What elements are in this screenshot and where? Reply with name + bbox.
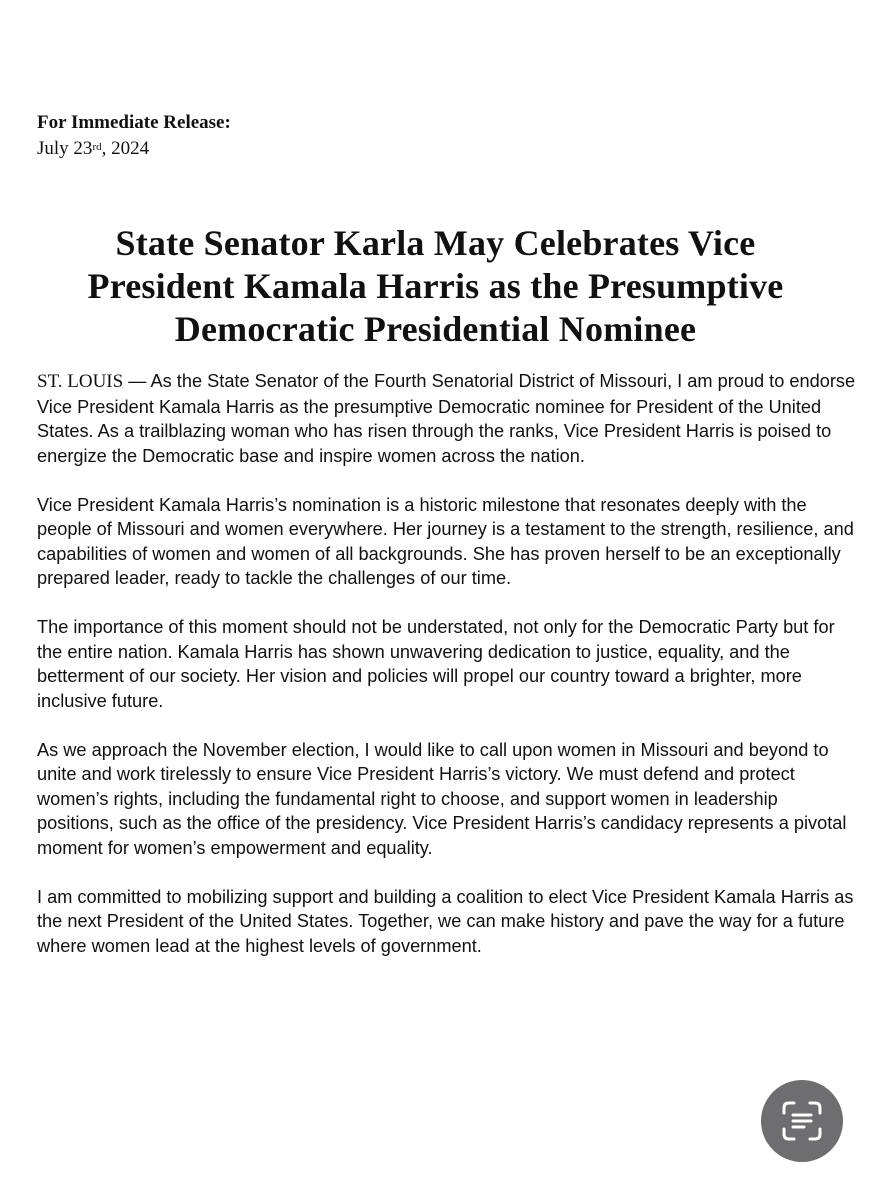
release-body [37,369,857,983]
headline-line-3: Democratic Presidential Nominee [174,309,697,349]
live-text-scan-icon [780,1099,824,1143]
release-date-suffix: rd [92,141,102,153]
paragraph-1 [37,369,857,468]
live-text-button[interactable] [761,1080,843,1162]
headline-line-1: State Senator Karla May Celebrates Vice [115,223,756,263]
headline-line-2: President Kamala Harris as the Presumptive [87,266,784,306]
paragraph-1-text: As the State Senator of the Fourth Senatorial District of Missouri, I am proud to endorse Vice President Kamala Harris as the presumptive Democratic nominee for President of the United States. As a trailblazing woman who has risen through the ranks, Vice President Harris is poised to energize the Democratic base and inspire women across the nation. [37,371,856,466]
dateline-separator: — [123,371,151,391]
paragraph-2: Vice President Kamala Harris’s nomination is a historic milestone that resonates deeply with the people of Missouri and women everywhere. Her journey is a testament to the strength, resilience, and capabilities of women and women of all backgrounds. She has proven herself to be an exceptionally prepared leader, ready to tackle the challenges of our time. [37,494,854,588]
release-date-year: , 2024 [101,138,150,159]
release-date [37,136,231,162]
headline [20,222,851,351]
dateline: ST. LOUIS [37,371,124,392]
paragraph-3: The importance of this moment should not be understated, not only for the Democratic Party but for the entire nation. Kamala Harris has shown unwavering dedication to justice, equality, and the betterment of our society. Her vision and policies will propel our country toward a brighter, more inclusive future. [37,617,835,711]
paragraph-5: I am committed to mobilizing support and building a coalition to elect Vice President Kamala Harris as the next President of the United States. Together, we can make history and pave the way for a future where women lead at the highest levels of government. [37,886,854,956]
release-label: For Immediate Release: [37,112,231,133]
release-date-month-day: July 23 [37,138,93,159]
paragraph-4: As we approach the November election, I would like to call upon women in Missouri and beyond to unite and work tirelessly to ensure Vice President Harris’s victory. We must defend and protect women’s rights, including the fundamental right to choose, and support women in leadership positions, such as the office of the presidency. Vice President Harris’s candidacy represents a pivotal moment for women’s empowerment and equality. [37,739,847,858]
release-header [37,110,231,162]
